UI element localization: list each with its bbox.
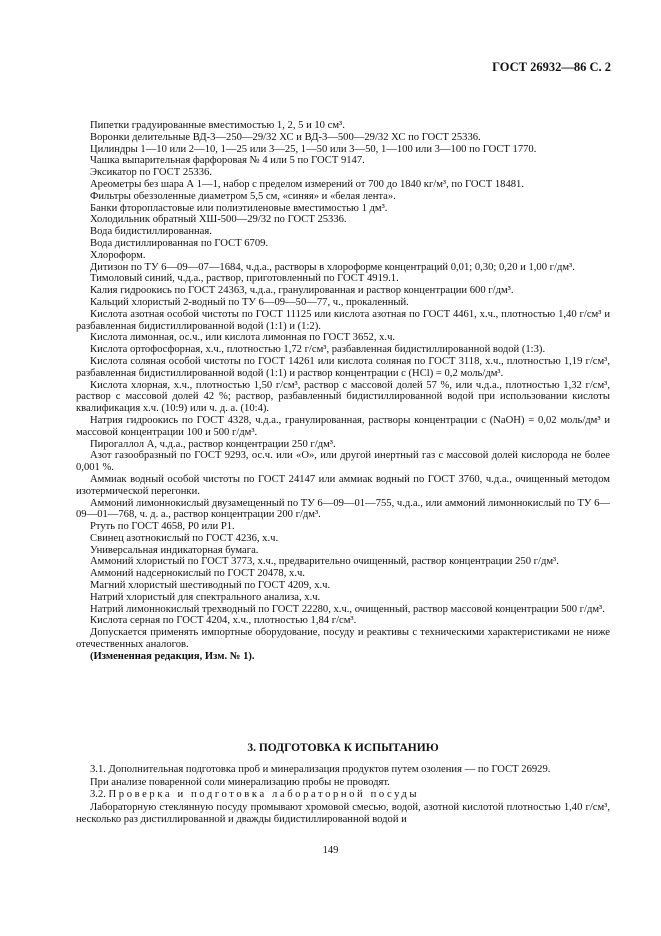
amendment-note: (Измененная редакция, Изм. № 1). bbox=[90, 650, 255, 662]
list-item: Аммиак водный особой чистоты по ГОСТ 24147 или аммиак водный по ГОСТ 3760, ч.д.а., очищенный методом изотермической перегонки. bbox=[76, 473, 610, 497]
list-item: Фильтры обеззоленные диаметром 5,5 см, «синяя» и «белая лента». bbox=[90, 190, 396, 202]
list-item: Пипетки градуированные вместимостью 1, 2, 5 и 10 см³. bbox=[90, 120, 345, 131]
paragraph-3-1: 3.1. Дополнительная подготовка проб и минерализация продуктов путем озоления — по ГОСТ 26929. bbox=[90, 764, 551, 775]
list-item: Дитизон по ТУ 6—09—07—1684, ч.д.а., растворы в хлороформе концентраций 0,01; 0,30; 0,20 и 1,00 г/дм³. bbox=[90, 261, 575, 273]
list-item: Кислота серная по ГОСТ 4204, х.ч., плотностью 1,84 г/см³. bbox=[90, 615, 357, 627]
section-body bbox=[76, 764, 610, 827]
list-item: Допускается применять импортные оборудование, посуду и реактивы с техническими характеристиками не ниже отечественных аналогов. bbox=[76, 627, 610, 651]
list-item: Эксикатор по ГОСТ 25336. bbox=[90, 167, 212, 179]
reagents-list bbox=[76, 120, 610, 663]
paragraph-3-2 bbox=[76, 789, 610, 802]
list-item: Ареометры без шара А 1—1, набор с пределом измерений от 700 до 1840 кг/м³, по ГОСТ 18481. bbox=[90, 178, 524, 190]
list-item: Цилиндры 1—10 или 2—10, 1—25 или 3—25, 1—50 или 3—50, 1—100 или 3—100 по ГОСТ 1770. bbox=[90, 143, 537, 155]
paragraph-glassware: Лабораторную стеклянную посуду промывают хромовой смесью, водой, азотной кислотой плотностью 1,40 г/см³, несколько раз дистиллированной и дважды бидистиллированной водой и bbox=[76, 801, 610, 826]
document-header: ГОСТ 26932—86 С. 2 bbox=[492, 60, 611, 74]
list-item: Банки фторопластовые или полиэтиленовые вместимостью 1 дм³. bbox=[90, 202, 388, 214]
clause-title: Проверка и подготовка лабораторной посуды bbox=[108, 789, 420, 801]
list-item: Натрия гидроокись по ГОСТ 4328, ч.д.а., гранулированная, растворы концентрации c (NaOH) = 0,02 моль/дм³ и массовой концентрации 100 и 500 г/дм³. bbox=[76, 414, 610, 438]
list-item: Кислота лимонная, ос.ч., или кислота лимонная по ГОСТ 3652, х.ч. bbox=[90, 332, 396, 344]
list-item: Кислота азотная особой чистоты по ГОСТ 11125 или кислота азотная по ГОСТ 4461, х.ч., плотностью 1,40 г/см³ и разбавленная бидистиллированной водой (1:1) и (1:2). bbox=[76, 308, 610, 332]
list-item: Свинец азотнокислый по ГОСТ 4236, х.ч. bbox=[90, 532, 279, 544]
list-item: Кислота ортофосфорная, х.ч., плотностью 1,72 г/см³, разбавленная бидистиллированной водой (1:3). bbox=[90, 344, 546, 356]
list-item: Ртуть по ГОСТ 4658, Р0 или Р1. bbox=[90, 521, 235, 533]
list-item: Холодильник обратный ХШ-500—29/32 по ГОСТ 25336. bbox=[90, 214, 347, 226]
list-item: Вода дистиллированная по ГОСТ 6709. bbox=[90, 237, 269, 249]
list-item: Кальций хлористый 2-водный по ТУ 6—09—50—77, ч., прокаленный. bbox=[90, 296, 409, 308]
list-item: Натрий лимоннокислый трехводный по ГОСТ 22280, х.ч., очищенный, раствор массовой концентрации 500 г/дм³. bbox=[90, 603, 605, 615]
list-item: Хлороформ. bbox=[90, 249, 146, 261]
list-item: Чашка выпарительная фарфоровая № 4 или 5 по ГОСТ 9147. bbox=[90, 155, 365, 167]
list-item: Аммоний надсернокислый по ГОСТ 20478, х.ч. bbox=[90, 568, 305, 580]
list-item: Калия гидроокись по ГОСТ 24363, ч.д.а., гранулированная и раствор концентрации 600 г/дм³. bbox=[90, 285, 514, 297]
list-item: Тимоловый синий, ч.д.а., раствор, приготовленный по ГОСТ 4919.1. bbox=[90, 273, 399, 285]
list-item: Натрий хлористый для спектрального анализа, х.ч. bbox=[90, 591, 321, 603]
clause-number: 3.2. bbox=[90, 789, 106, 801]
list-item: Кислота хлорная, х.ч., плотностью 1,50 г/см³, раствор с массовой долей 57 %, или ч.д.а., плотностью 1,32 г/см³, раствор с массовой долей 42 %; раствор, разбавленный бидистиллированной водой при использовании кислоты квалификация х.ч. (10:9) или ч. д. а. (10:4). bbox=[76, 379, 610, 415]
list-item: Магний хлористый шестиводный по ГОСТ 4209, х.ч. bbox=[90, 580, 331, 592]
list-item: Универсальная индикаторная бумага. bbox=[90, 544, 259, 556]
paragraph-note: При анализе поваренной соли минерализацию пробы не проводят. bbox=[90, 776, 390, 788]
list-item: Азот газообразный по ГОСТ 9293, ос.ч. или «О», или другой инертный газ с массовой долей кислорода не более 0,001 %. bbox=[76, 450, 610, 474]
section-heading: 3. ПОДГОТОВКА К ИСПЫТАНИЮ bbox=[247, 742, 439, 754]
list-item: Кислота соляная особой чистоты по ГОСТ 14261 или кислота соляная по ГОСТ 3118, х.ч., плотностью 1,19 г/см³, разбавленная бидистиллированной водой (1:1) и раствор концентрации c (HCl) = 0,2 моль/дм³. bbox=[76, 355, 610, 379]
page-number: 149 bbox=[322, 845, 339, 856]
list-item: Пирогаллол А, ч.д.а., раствор концентрации 250 г/дм³. bbox=[90, 438, 336, 450]
list-item: Аммоний хлористый по ГОСТ 3773, х.ч., предварительно очищенный, раствор концентрации 250 г/дм³. bbox=[90, 556, 559, 568]
list-item: Аммоний лимоннокислый двузамещенный по ТУ 6—09—01—755, ч.д.а., или аммоний лимоннокислый по ТУ 6—09—01—768, ч. д. а., раствор концентрации 200 г/дм³. bbox=[76, 497, 610, 521]
list-item: Вода бидистиллированная. bbox=[90, 226, 212, 238]
list-item: Воронки делительные ВД-3—250—29/32 ХС и ВД-3—500—29/32 ХС по ГОСТ 25336. bbox=[90, 131, 481, 143]
